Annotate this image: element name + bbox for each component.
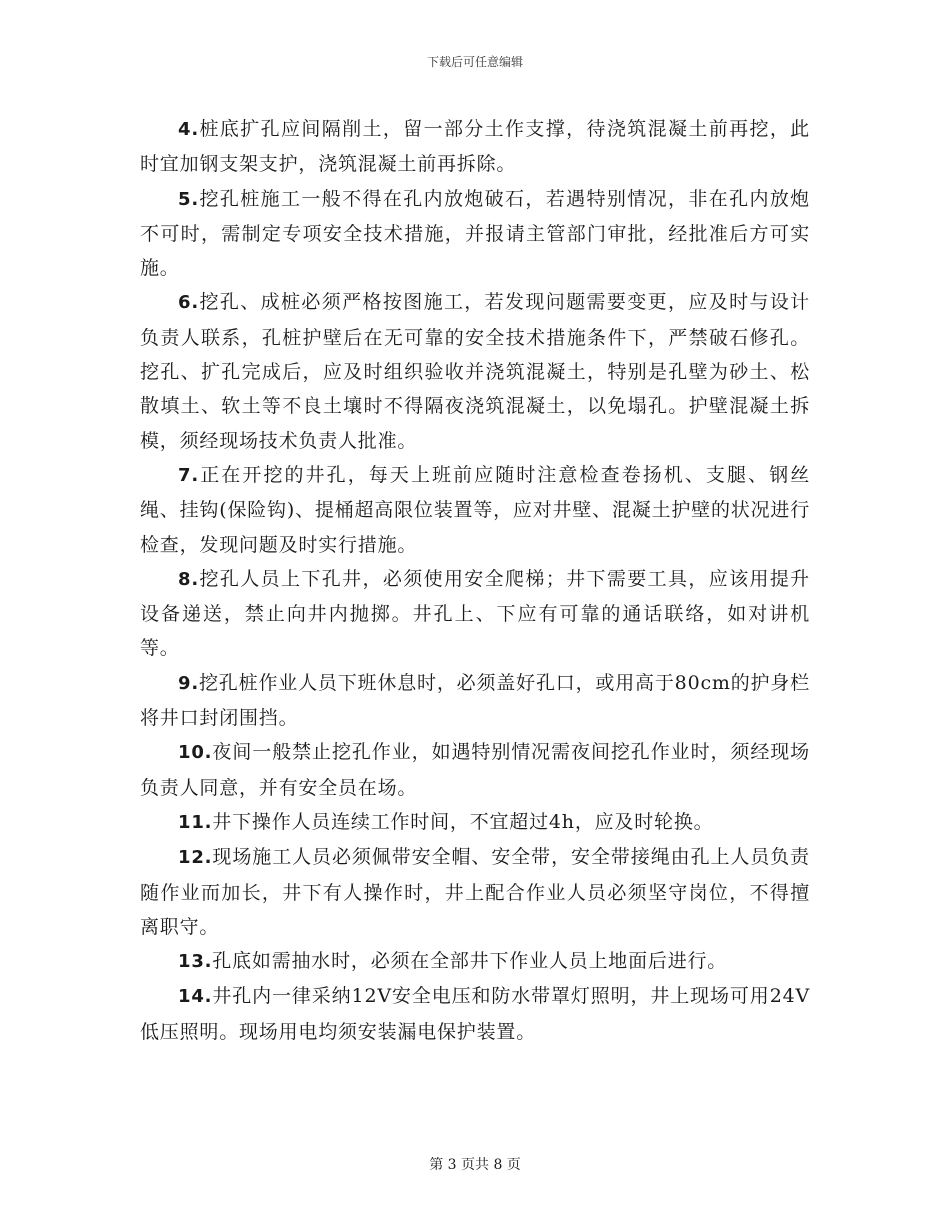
paragraph-item-9 (140, 666, 810, 736)
item-number: 12. (178, 847, 213, 869)
paragraph-item-8 (140, 562, 810, 666)
item-number: 4. (178, 119, 199, 140)
page-header: 下载后可任意编辑 (426, 55, 523, 69)
paragraph-item-4 (140, 112, 810, 182)
item-text: 挖孔、成桩必须严格按图施工，若发现问题需要变更，应及时与设计负责人联系，孔桩护壁后在无可靠的安全技术措施条件下，严禁破石修孔。挖孔、扩孔完成后，应及时组织验收并浇筑混凝土，特别是孔壁为砂土、松散填土、软土等不良土壤时不得隔夜浇筑混凝土，以免塌孔。护壁混凝土拆模，须经现场技术负责人批准。 (140, 291, 810, 452)
paragraph-item-10 (140, 735, 810, 805)
item-number: 11. (178, 811, 213, 833)
item-text: 挖孔桩施工一般不得在孔内放炮破石，若遇特别情况，非在孔内放炮不可时，需制定专项安全技术措施，并报请主管部门审批，经批准后方可实施。 (140, 187, 810, 280)
item-number: 10. (178, 742, 213, 764)
paragraph-item-7 (140, 458, 810, 562)
item-text: 现场施工人员必须佩带安全帽、安全带，安全带接绳由孔上人员负责随作业而加长，井下有人操作时，井上配合作业人员必须坚守岗位，不得擅离职守。 (140, 846, 810, 938)
item-number: 7. (178, 464, 199, 486)
item-number: 8. (178, 568, 199, 590)
item-text: 桩底扩孔应间隔削土，留一部分土作支撑，待浇筑混凝土前再挖，此时宜加钢支架支护，浇筑混凝土前再拆除。 (140, 118, 810, 176)
paragraph-item-12 (140, 840, 810, 944)
paragraph-item-14 (140, 979, 810, 1049)
item-text: 挖孔人员上下孔井，必须使用安全爬梯；井下需要工具，应该用提升设备递送，禁止向井内抛掷。井孔上、下应有可靠的通话联络，如对讲机等。 (140, 567, 810, 660)
item-number: 6. (178, 292, 199, 314)
paragraph-item-11 (140, 805, 810, 840)
paragraph-item-13 (140, 944, 810, 979)
item-text: 正在开挖的井孔，每天上班前应随时注意检查卷扬机、支腿、钢丝绳、挂钩(保险钩)、提桶超高限位装置等，应对井壁、混凝土护壁的状况进行检查，发现问题及时实行措施。 (140, 463, 810, 556)
item-number: 14. (178, 986, 213, 1008)
item-number: 13. (178, 951, 213, 973)
item-text: 挖孔桩作业人员下班休息时，必须盖好孔口，或用高于80cm的护身栏将井口封闭围挡。 (140, 671, 810, 730)
paragraph-item-6 (140, 285, 810, 457)
item-number: 5. (178, 188, 199, 210)
document-body (140, 112, 810, 1049)
paragraph-item-5 (140, 182, 810, 286)
item-text: 井下操作人员连续工作时间，不宜超过4h，应及时轮换。 (212, 810, 714, 833)
item-text: 孔底如需抽水时，必须在全部井下作业人员上地面后进行。 (212, 950, 728, 973)
page-footer: 第 3 页共 8 页 (429, 1157, 521, 1173)
item-number: 9. (178, 672, 199, 694)
item-text: 夜间一般禁止挖孔作业，如遇特别情况需夜间挖孔作业时，须经现场负责人同意，并有安全员在场。 (140, 741, 810, 799)
item-text: 井孔内一律采纳12V安全电压和防水带罩灯照明，井上现场可用24V低压照明。现场用电均须安装漏电保护装置。 (140, 985, 810, 1043)
